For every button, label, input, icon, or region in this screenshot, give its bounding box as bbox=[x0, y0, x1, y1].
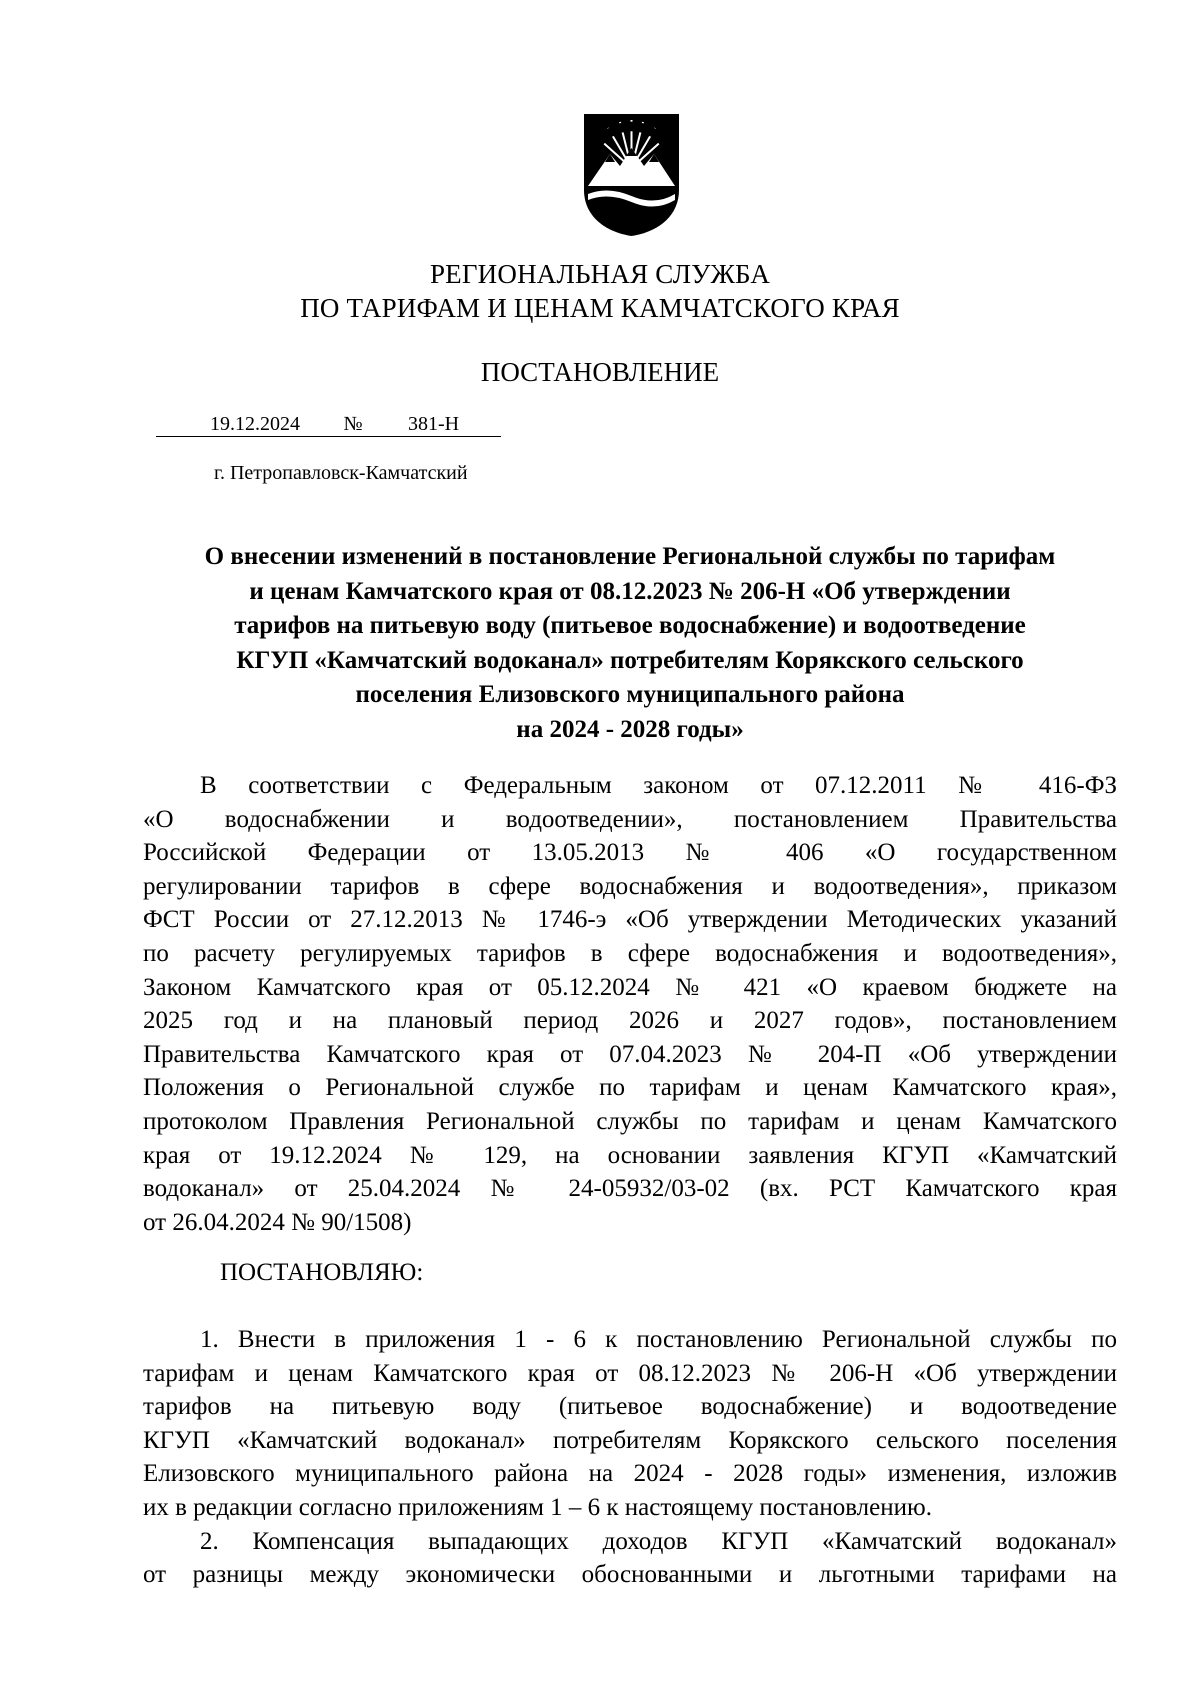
items-paragraph bbox=[143, 1323, 1117, 1592]
text-line: «О водоснабжении и водоотведении», постановлением Правительства bbox=[143, 805, 1117, 833]
title-line: и ценам Камчатского края от 08.12.2023 № 206-Н «Об утверждении bbox=[249, 577, 1011, 605]
title-line: О внесении изменений в постановление Региональной службы по тарифам bbox=[204, 543, 1056, 570]
document-date: 19.12.2024 bbox=[156, 412, 340, 437]
document-number: 381-Н bbox=[366, 412, 501, 437]
text-line: КГУП «Камчатский водоканал» потребителям Корякского сельского поселения bbox=[143, 1426, 1117, 1454]
text-line: ФСТ России от 27.12.2013 № 1746-э «Об утверждении Методических указаний bbox=[143, 906, 1117, 934]
coat-of-arms-emblem bbox=[578, 108, 685, 238]
decree-word: ПОСТАНОВЛЯЮ: bbox=[220, 1259, 424, 1286]
document-type: ПОСТАНОВЛЕНИЕ bbox=[480, 357, 720, 387]
title-line: поселения Елизовского муниципального района bbox=[355, 681, 905, 708]
text-line: водоканал» от 25.04.2024 № 24-05932/03-02 (вх. РСТ Камчатского края bbox=[143, 1175, 1117, 1203]
text-line: 2025 год и на плановый период 2026 и 2027 годов», постановлением bbox=[143, 1007, 1117, 1035]
text-line: их в редакции согласно приложениям 1 – 6 к настоящему постановлению. bbox=[143, 1493, 932, 1521]
text-line: от разницы между экономически обоснованными и льготными тарифами на bbox=[143, 1561, 1117, 1589]
text-line: протоколом Правления Региональной службы по тарифам и ценам Камчатского bbox=[143, 1107, 1117, 1135]
text-line: Законом Камчатского края от 05.12.2024 № 421 «О краевом бюджете на bbox=[143, 973, 1117, 1001]
text-line: тарифам и ценам Камчатского края от 08.12.2023 № 206-Н «Об утверждении bbox=[143, 1359, 1117, 1387]
text-line: 2. Компенсация выпадающих доходов КГУП «Камчатский водоканал» bbox=[200, 1527, 1117, 1555]
preamble-paragraph bbox=[143, 769, 1117, 1239]
title-line: КГУП «Камчатский водоканал» потребителям Корякского сельского bbox=[236, 646, 1024, 674]
number-sign: № bbox=[340, 412, 366, 437]
city-name: г. Петропавловск-Камчатский bbox=[214, 462, 468, 484]
text-line: Правительства Камчатского края от 07.04.2023 № 204-П «Об утверждении bbox=[143, 1040, 1117, 1068]
text-line: Елизовского муниципального района на 2024 - 2028 годы» изменения, изложив bbox=[143, 1460, 1117, 1488]
text-line: 1. Внести в приложения 1 - 6 к постановлению Региональной службы по bbox=[200, 1326, 1117, 1353]
organization-name-line-1: РЕГИОНАЛЬНАЯ СЛУЖБА bbox=[429, 259, 771, 289]
text-line: тарифов на питьевую воду (питьевое водоснабжение) и водоотведение bbox=[143, 1393, 1117, 1421]
document-title bbox=[140, 540, 1120, 747]
date-number-line bbox=[156, 412, 501, 437]
text-line: В соответствии с Федеральным законом от 07.12.2011 № 416-ФЗ bbox=[200, 772, 1117, 799]
text-line: края от 19.12.2024 № 129, на основании заявления КГУП «Камчатский bbox=[143, 1141, 1117, 1169]
text-line: регулировании тарифов в сфере водоснабжения и водоотведения», приказом bbox=[143, 872, 1117, 900]
text-line: по расчету регулируемых тарифов в сфере водоснабжения и водоотведения», bbox=[143, 939, 1117, 967]
text-line: Российской Федерации от 13.05.2013 № 406 «О государственном bbox=[143, 839, 1117, 867]
title-line: тарифов на питьевую воду (питьевое водоснабжение) и водоотведение bbox=[234, 612, 1026, 639]
organization-name-line-2: ПО ТАРИФАМ И ЦЕНАМ КАМЧАТСКОГО КРАЯ bbox=[300, 293, 900, 323]
title-line: на 2024 - 2028 годы» bbox=[516, 715, 744, 743]
text-line: Положения о Региональной службе по тарифам и ценам Камчатского края», bbox=[143, 1074, 1117, 1102]
text-line: от 26.04.2024 № 90/1508) bbox=[143, 1208, 412, 1236]
